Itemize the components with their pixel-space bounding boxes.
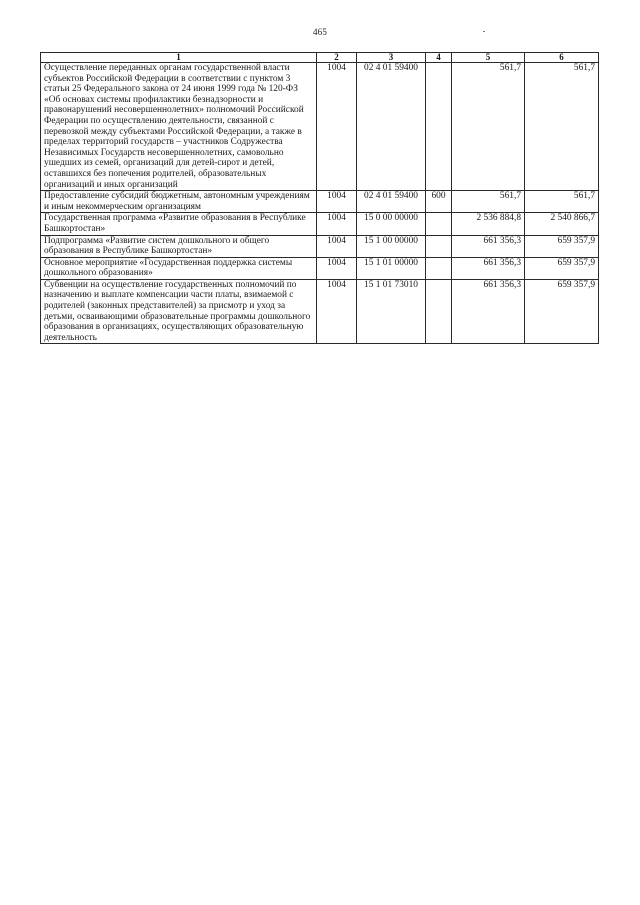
row-target: 15 1 00 00000 [357,235,426,257]
row-name: Государственная программа «Развитие образования в Республике Башкортостан» [41,213,317,235]
row-value-2: 2 540 866,7 [525,213,599,235]
row-value-1: 661 356,3 [452,257,525,279]
header-col-6: 6 [525,53,599,63]
row-target: 15 0 00 00000 [357,213,426,235]
row-type [426,257,452,279]
row-value-1: 661 356,3 [452,235,525,257]
row-type [426,63,452,191]
budget-table [40,52,599,344]
row-value-2: 659 357,9 [525,257,599,279]
row-section: 1004 [317,191,357,213]
page-number: 465 [312,27,328,37]
row-type [426,213,452,235]
header-col-1: 1 [41,53,317,63]
row-name: Подпрограмма «Развитие систем дошкольного и общего образования в Республике Башкортостан» [41,235,317,257]
header-col-2: 2 [317,53,357,63]
row-target: 15 1 01 00000 [357,257,426,279]
table-row [41,191,599,213]
table-row [41,279,599,344]
table-header-row [41,53,599,63]
scan-speck [483,31,485,32]
row-section: 1004 [317,279,357,344]
table-row [41,235,599,257]
row-target: 15 1 01 73010 [357,279,426,344]
table-row [41,63,599,191]
row-target: 02 4 01 59400 [357,191,426,213]
row-value-1: 561,7 [452,191,525,213]
row-section: 1004 [317,213,357,235]
row-type [426,279,452,344]
row-section: 1004 [317,235,357,257]
row-target: 02 4 01 59400 [357,63,426,191]
row-value-1: 561,7 [452,63,525,191]
row-value-2: 561,7 [525,191,599,213]
header-col-3: 3 [357,53,426,63]
row-value-2: 561,7 [525,63,599,191]
row-name: Предоставление субсидий бюджетным, автономным учреждениям и иным некоммерческим организациям [41,191,317,213]
row-value-1: 2 536 884,8 [452,213,525,235]
header-col-4: 4 [426,53,452,63]
row-type: 600 [426,191,452,213]
row-value-1: 661 356,3 [452,279,525,344]
row-type [426,235,452,257]
row-name: Субвенции на осуществление государственных полномочий по назначению и выплате компенсации части платы, взимаемой с родителей (законных представителей) за присмотр и уход за детьми, осваивающими образовательные программы дошкольного образования в организациях, осуществляющих образовательную деятельность [41,279,317,344]
row-section: 1004 [317,257,357,279]
table-row [41,257,599,279]
row-name: Основное мероприятие «Государственная поддержка системы дошкольного образования» [41,257,317,279]
row-section: 1004 [317,63,357,191]
row-value-2: 659 357,9 [525,235,599,257]
table-row [41,213,599,235]
header-col-5: 5 [452,53,525,63]
row-value-2: 659 357,9 [525,279,599,344]
row-name: Осуществление переданных органам государственной власти субъектов Российской Федерации в соответствии с пунктом 3 статьи 25 Федерального закона от 24 июня 1999 года № 120-ФЗ «Об основах системы профилактики безнадзорности и правонарушений несовершеннолетних» полномочий Российской Федерации по осуществлению деятельности, связанной с перевозкой между субъектами Российской Федерации, а также в пределах территорий государств – участников Содружества Независимых Государств несовершеннолетних, самовольно ушедших из семей, организаций для детей-сирот и детей, оставшихся без попечения родителей, образовательных организаций и иных организаций [41,63,317,191]
